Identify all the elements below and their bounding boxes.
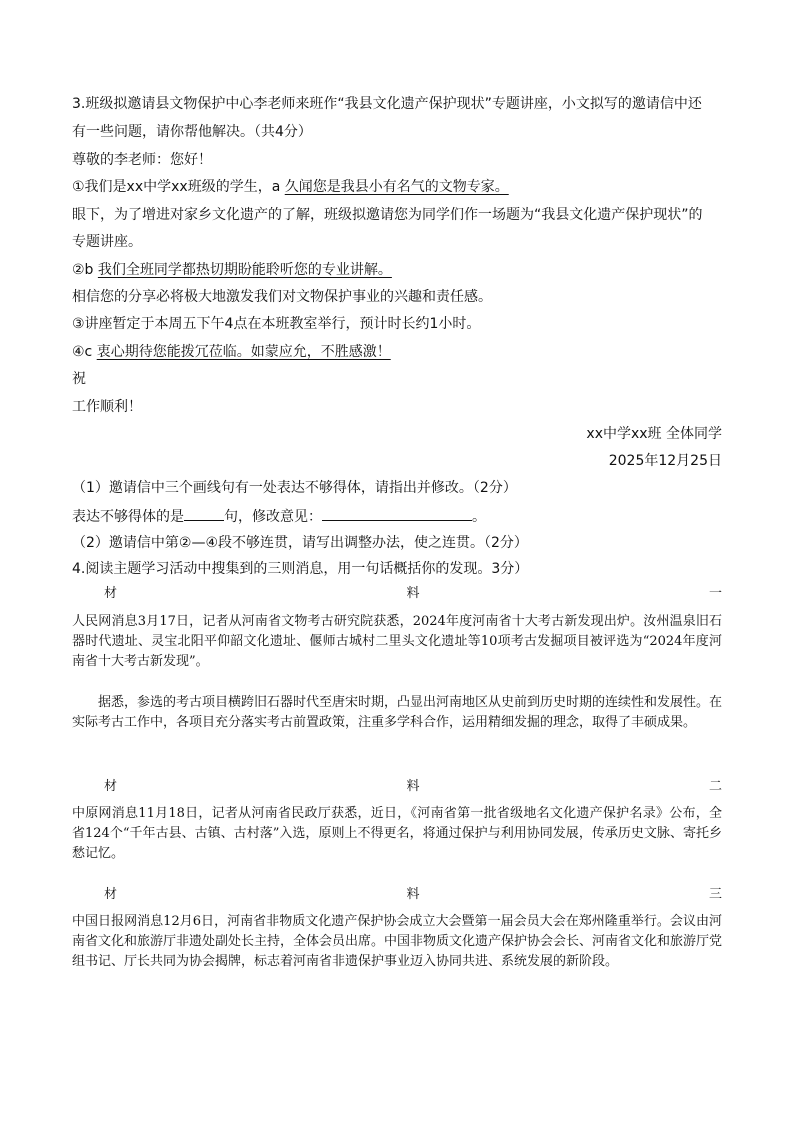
material-2-heading — [72, 777, 722, 797]
material-heading-char: 一 — [708, 586, 722, 601]
answer-blank-sentence[interactable] — [184, 506, 224, 521]
q3-sub1-answer-line — [72, 506, 722, 527]
material-3-heading — [72, 885, 722, 905]
material-heading-char: 二 — [708, 779, 722, 794]
q4-stem: 4.阅读主题学习活动中搜集到的三则消息，用一句话概括你的发现。3分） — [72, 561, 529, 577]
answer-suffix: 。 — [472, 509, 486, 525]
underlined-sentence-a: 久闻您是我县小有名气的文物专家。 — [284, 179, 509, 195]
material-heading-char: 料 — [406, 586, 420, 601]
answer-middle: 句，修改意见： — [224, 509, 322, 525]
material-heading-char: 三 — [708, 887, 722, 902]
material-1-heading — [72, 584, 722, 604]
underlined-sentence-b: 我们全班同学都热切期盼能聆听您的专业讲解。 — [97, 262, 392, 278]
letter-paragraph-6 — [72, 342, 722, 362]
q3-stem-line2: 有一些问题，请你帮他解决。（共4分） — [72, 124, 312, 140]
q3-stem-line1: 3.班级拟邀请县文物保护中心李老师来班作“我县文化遗产保护现状”专题讲座，小文拟写的邀请信中还 — [72, 96, 702, 112]
letter-paragraph-5: ③讲座暂定于本周五下午4点在本班教室举行，预计时长约1小时。 — [72, 316, 481, 332]
paragraph-6-text: ④c — [72, 344, 97, 360]
paragraph-1-text: ①我们是xx中学xx班级的学生，a — [72, 179, 285, 195]
material-1-paragraph-1: 人民网消息3月17日，记者从河南省文物考古研究院获悉，2024年度河南省十大考古新发现出炉。汝州温泉旧石器时代遗址、灵宝北阳平仰韶文化遗址、偃师古城村二里头文化遗址等10项考古发掘项目被评选为“2024年度河南省十大考古新发现”。 — [72, 614, 722, 669]
material-heading-char: 料 — [406, 887, 420, 902]
letter-paragraph-4: 相信您的分享必将极大地激发我们对文物保护事业的兴趣和责任感。 — [72, 289, 492, 305]
underlined-sentence-c: 衷心期待您能拨冗莅临。如蒙应允，不胜感激！ — [96, 344, 391, 360]
material-heading-char: 材 — [104, 779, 118, 794]
q3-sub2-question: （2）邀请信中第②—④段不够连贯，请写出调整办法，使之连贯。（2分） — [72, 535, 528, 551]
letter-closing-1: 祝 — [72, 371, 86, 387]
answer-prefix: 表达不够得体的是 — [72, 509, 184, 525]
material-3-paragraph-1: 中国日报网消息12月6日，河南省非物质文化遗产保护协会成立大会暨第一届会员大会在郑州隆重举行。会议由河南省文化和旅游厅非遗处副处长主持，全体会员出席。中国非物质文化遗产保护协会会长、河南省文化和旅游厅党组书记、厅长共同为协会揭牌，标志着河南省非遗保护事业迈入协同共进、系统发展的新阶段。 — [72, 914, 723, 969]
material-heading-char: 材 — [104, 887, 118, 902]
letter-closing-2: 工作顺利！ — [72, 399, 142, 415]
letter-paragraph-3 — [72, 260, 722, 280]
material-1-paragraph-2: 据悉，参选的考古项目横跨旧石器时代至唐宋时期，凸显出河南地区从史前到历史时期的连续性和发展性。在实际考古工作中，各项目充分落实考古前置政策，注重多学科合作，运用精细发掘的理念，取得了丰硕成果。 — [72, 695, 723, 730]
paragraph-3-text: ②b — [72, 262, 98, 278]
letter-signature: xx中学xx班 全体同学 — [586, 426, 722, 442]
material-heading-char: 料 — [406, 779, 420, 794]
letter-paragraph-1 — [72, 177, 722, 197]
material-heading-char: 材 — [104, 586, 118, 601]
letter-date: 2025年12月25日 — [608, 453, 722, 469]
letter-greeting: 尊敬的李老师：您好！ — [72, 152, 212, 168]
answer-blank-suggestion[interactable] — [322, 506, 472, 521]
letter-paragraph-2-line2: 专题讲座。 — [72, 234, 142, 250]
material-2-paragraph-1: 中原网消息11月18日，记者从河南省民政厅获悉，近日，《河南省第一批省级地名文化遗产保护名录》公布，全省124个“千年古县、古镇、古村落”入选，原则上不得更名，将通过保护与利用协同发展，传承历史文脉、寄托乡愁记忆。 — [72, 806, 722, 861]
letter-paragraph-2-line1: 眼下，为了增进对家乡文化遗产的了解，班级拟邀请您为同学们作一场题为“我县文化遗产保护现状”的 — [72, 207, 703, 223]
q3-sub1-question: （1）邀请信中三个画线句有一处表达不够得体，请指出并修改。（2分） — [72, 480, 517, 496]
